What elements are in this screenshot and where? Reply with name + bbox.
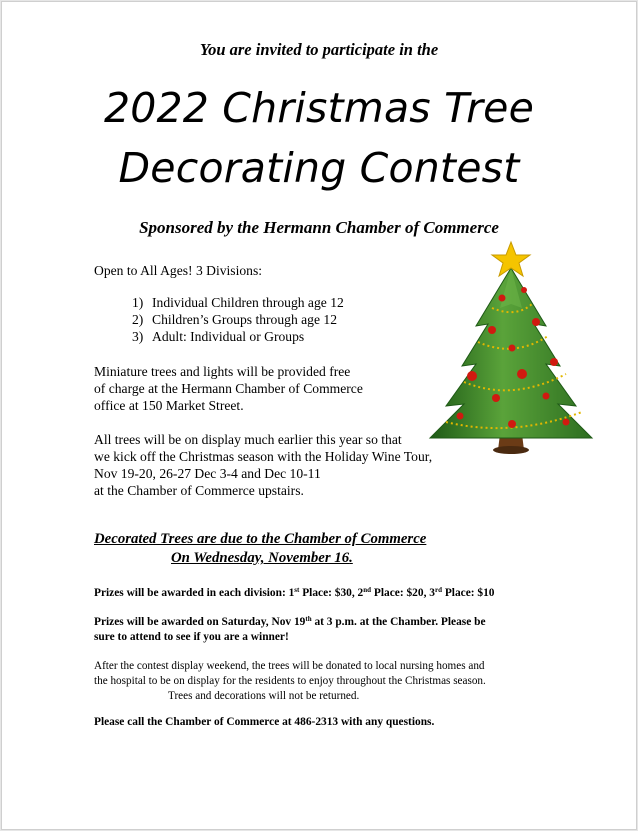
after-contest-paragraph: After the contest display weekend, the trees will be donated to local nursing homes and the hospital to be on display for the residents to enjoy throughout the Christmas season. Trees and decorations will not be returned.	[94, 660, 486, 702]
divisions-list	[132, 294, 344, 345]
division-item: 2) Children’s Groups through age 12	[132, 312, 338, 327]
invite-line: You are invited to participate in the	[199, 40, 439, 59]
flyer-page	[1, 1, 637, 830]
miniature-paragraph: Miniature trees and lights will be provided free of charge at the Hermann Chamber of Commerce office at 150 Market Street.	[94, 364, 363, 413]
christmas-tree-icon	[426, 238, 596, 458]
title-line-1: 2022 Christmas Tree	[103, 84, 535, 132]
open-line: Open to All Ages! 3 Divisions:	[94, 263, 263, 278]
division-item: 3) Adult: Individual or Groups	[132, 329, 305, 344]
due-date-notice: Decorated Trees are due to the Chamber of Commerce On Wednesday, November 16.	[94, 531, 427, 566]
sponsor-line: Sponsored by the Hermann Chamber of Commerce	[139, 218, 499, 237]
contact-line: Please call the Chamber of Commerce at 486-2313 with any questions.	[94, 716, 435, 728]
award-day-paragraph: Prizes will be awarded on Saturday, Nov 19th at 3 p.m. at the Chamber. Please be sure to attend to see if you are a winner!	[94, 615, 486, 643]
title-line-2: Decorating Contest	[118, 144, 520, 192]
display-paragraph: All trees will be on display much earlier this year so that we kick off the Christmas season with the Holiday Wine Tour, Nov 19-20, 26-27 Dec 3-4 and Dec 10-11 at the Chamber of Commerce upstairs.	[94, 432, 433, 498]
division-item: 1) Individual Children through age 12	[132, 295, 344, 310]
prizes-line: Prizes will be awarded in each division: 1st Place: $30, 2nd Place: $20, 3rd Place: $10	[94, 586, 495, 599]
